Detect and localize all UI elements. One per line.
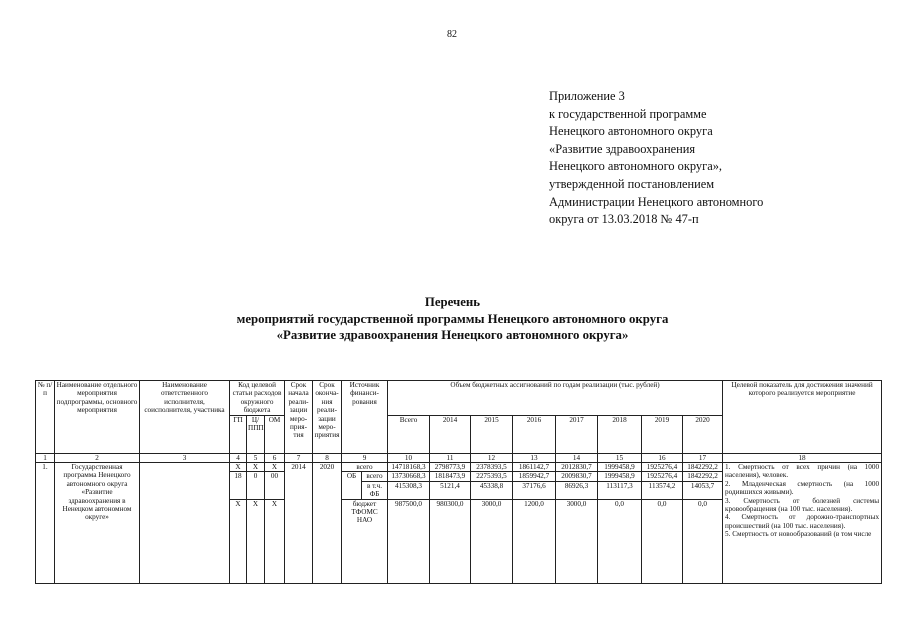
row-executor <box>140 463 230 584</box>
appendix-line: Ненецкого автономного округа», <box>549 159 722 174</box>
appendix-line: к государственной программе <box>549 106 707 121</box>
header-source: Источник финанси-рования <box>342 381 388 454</box>
col-number: 9 <box>342 453 388 462</box>
indicator-item: 3. Смертность от болезней системы кровообращения (на 100 тыс. населения). <box>725 496 880 514</box>
value-cell: 14718168,3 <box>388 463 430 472</box>
value-cell: 2009830,7 <box>556 472 598 481</box>
row-num: 1. <box>36 463 55 584</box>
value-cell: 980300,0 <box>430 499 471 583</box>
value-cell: 1999458,9 <box>598 463 642 472</box>
header-executor: Наименование ответственного исполнителя, соисполнителя, участника <box>140 381 230 454</box>
appendix-line: утвержденной постановлением <box>549 176 715 191</box>
appendix-line: Приложение 3 <box>549 89 625 103</box>
header-year: 2017 <box>556 415 598 453</box>
indicator-cell <box>723 463 882 584</box>
code-cell: X <box>230 463 247 472</box>
value-cell: 1999458,9 <box>598 472 642 481</box>
col-number: 5 <box>247 453 265 462</box>
header-end: Срок оконча-ния реали-зации меро-приятия <box>313 381 342 454</box>
header-code-om: ОМ <box>265 415 285 453</box>
table-row <box>36 463 882 472</box>
value-cell: 13730668,3 <box>388 472 430 481</box>
page-number: 82 <box>447 29 457 40</box>
col-number: 15 <box>598 453 642 462</box>
value-cell: 1842292,2 <box>683 463 723 472</box>
value-cell: 1925276,4 <box>642 472 683 481</box>
col-number: 6 <box>265 453 285 462</box>
value-cell: 1925276,4 <box>642 463 683 472</box>
value-cell: 0,0 <box>683 499 723 583</box>
column-numbers-row <box>36 453 882 462</box>
header-code: Код целевой статьи расходов окружного бюджета <box>230 381 285 416</box>
code-cell: X <box>247 499 265 583</box>
header-year: 2016 <box>513 415 556 453</box>
value-cell: 86926,3 <box>556 481 598 499</box>
value-cell: 113117,3 <box>598 481 642 499</box>
indicator-item: 5. Смертность от новообразований (в том числе <box>725 530 872 539</box>
indicator-item: 2. Младенческая смертность (на 1000 родившихся живыми). <box>725 479 880 497</box>
value-cell: 5121,4 <box>430 481 471 499</box>
appendix-line: «Развитие здравоохранения <box>549 141 696 156</box>
appendix-line: Администрации Ненецкого автономного <box>549 194 764 209</box>
value-cell: 1818473,9 <box>430 472 471 481</box>
header-code-gp: ГП <box>230 415 247 453</box>
header-year: 2020 <box>683 415 723 453</box>
code-cell: 00 <box>265 472 285 499</box>
col-number: 18 <box>723 453 882 462</box>
document-title <box>100 294 805 344</box>
value-cell: 45338,8 <box>471 481 513 499</box>
col-number: 10 <box>388 453 430 462</box>
col-number: 4 <box>230 453 247 462</box>
value-cell: 987500,0 <box>388 499 430 583</box>
header-code-cp: Ц/ППП <box>247 415 265 453</box>
value-cell: 2378393,5 <box>471 463 513 472</box>
title-line: «Развитие здравоохранения Ненецкого автономного округа» <box>276 328 629 342</box>
row-end: 2020 <box>313 463 342 584</box>
code-cell: X <box>265 499 285 583</box>
header-start: Срок начала реали-зации меро-прия-тия <box>285 381 313 454</box>
value-cell: 3000,0 <box>556 499 598 583</box>
col-number: 17 <box>683 453 723 462</box>
col-number: 11 <box>430 453 471 462</box>
code-cell: 18 <box>230 472 247 499</box>
header-year: 2015 <box>471 415 513 453</box>
value-cell: 14053,7 <box>683 481 723 499</box>
code-cell: 0 <box>247 472 265 499</box>
appendix-line: округа от 13.03.2018 № 47-п <box>549 212 699 227</box>
code-cell: X <box>265 463 285 472</box>
source-ob-total: всего <box>362 472 388 481</box>
source-tfoms: бюджет ТФОМС НАО <box>342 499 388 583</box>
header-name: Наименование отдельного мероприятия подпрограммы, основного мероприятия <box>55 381 140 454</box>
value-cell: 2012830,7 <box>556 463 598 472</box>
value-cell: 113574,2 <box>642 481 683 499</box>
value-cell: 0,0 <box>642 499 683 583</box>
value-cell: 1842292,2 <box>683 472 723 481</box>
value-cell: 415308,3 <box>388 481 430 499</box>
value-cell: 1861142,7 <box>513 463 556 472</box>
budget-table <box>35 380 882 584</box>
value-cell: 1200,0 <box>513 499 556 583</box>
value-cell: 0,0 <box>598 499 642 583</box>
source-ob-fb: в т.ч. ФБ <box>362 481 388 499</box>
appendix-line: Ненецкого автономного округа <box>549 124 713 139</box>
code-cell: X <box>247 463 265 472</box>
header-volume: Объем бюджетных ассигнований по годам реализации (тыс. рублей) <box>388 381 723 416</box>
header-total: Всего <box>388 415 430 453</box>
col-number: 7 <box>285 453 313 462</box>
header-year: 2018 <box>598 415 642 453</box>
value-cell: 2798773,9 <box>430 463 471 472</box>
value-cell: 2275393,5 <box>471 472 513 481</box>
row-start: 2014 <box>285 463 313 584</box>
indicator-item: 1. Смертность от всех причин (на 1000 населения), человек. <box>725 463 880 480</box>
header-num: № п/п <box>36 381 55 454</box>
col-number: 3 <box>140 453 230 462</box>
indicator-item: 4. Смертность от дорожно-транспортных происшествий (на 100 тыс. населения). <box>725 513 880 530</box>
value-cell: 1859942,7 <box>513 472 556 481</box>
title-line: Перечень <box>424 295 481 309</box>
col-number: 1 <box>36 453 55 462</box>
code-cell: X <box>230 499 247 583</box>
col-number: 13 <box>513 453 556 462</box>
col-number: 2 <box>55 453 140 462</box>
header-year: 2019 <box>642 415 683 453</box>
col-number: 12 <box>471 453 513 462</box>
source-ob: ОБ <box>342 472 362 499</box>
value-cell: 37176,6 <box>513 481 556 499</box>
col-number: 16 <box>642 453 683 462</box>
value-cell: 3000,0 <box>471 499 513 583</box>
col-number: 8 <box>313 453 342 462</box>
header-indicator: Целевой показатель для достижения значений которого реализуется мероприятие <box>723 381 882 454</box>
appendix-header <box>549 88 869 229</box>
row-name: Государственная программа Ненецкого автономного округа «Развитие здравоохранения в Ненецком автономном округе» <box>55 463 140 584</box>
header-year: 2014 <box>430 415 471 453</box>
source-total: всего <box>342 463 388 472</box>
title-line: мероприятий государственной программы Ненецкого автономного округа <box>236 311 669 326</box>
col-number: 14 <box>556 453 598 462</box>
